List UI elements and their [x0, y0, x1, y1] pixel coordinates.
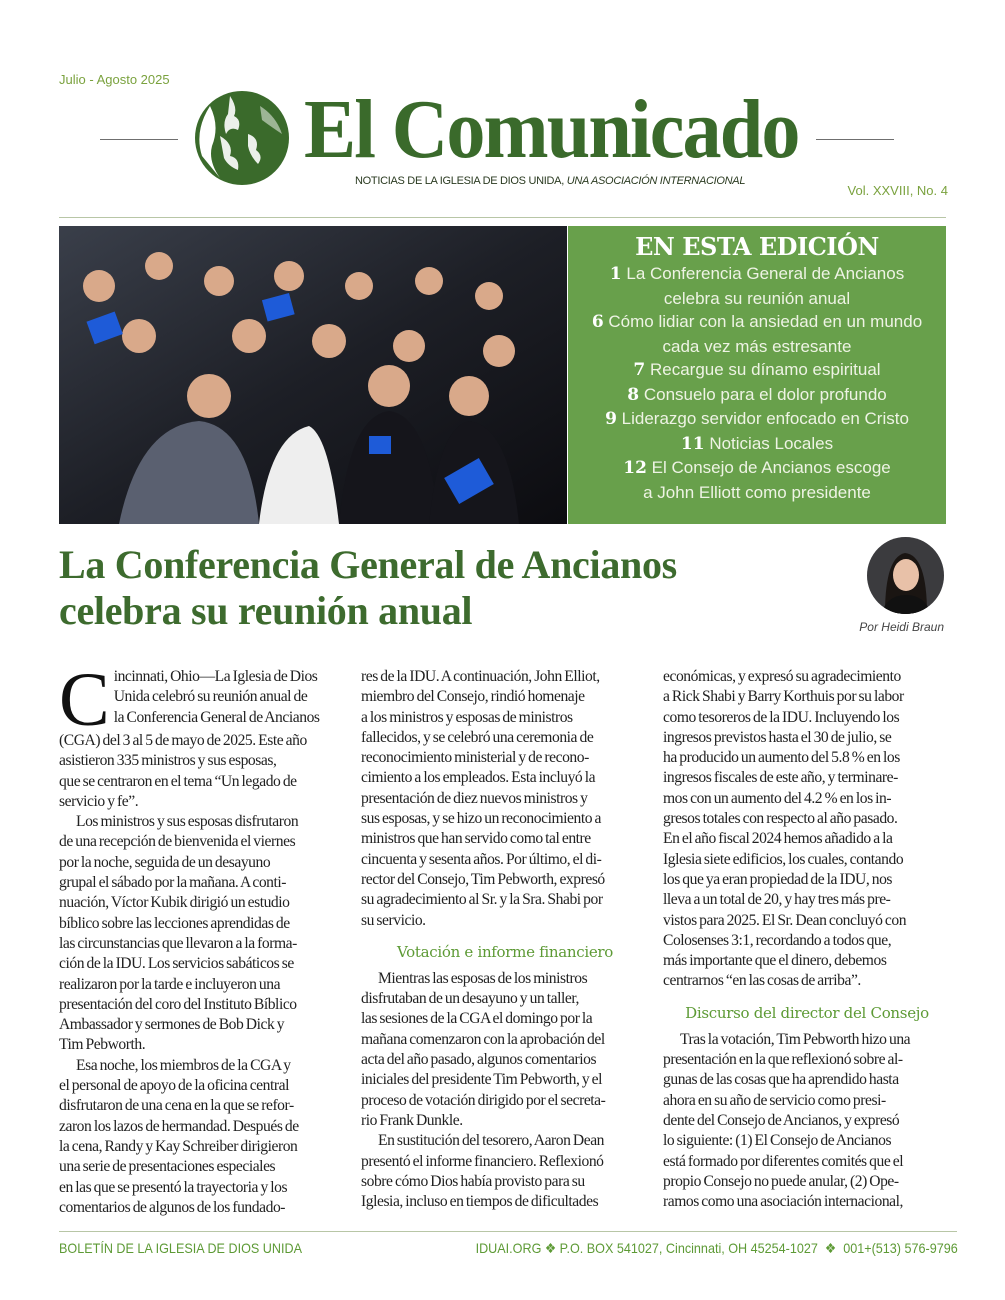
toc-item[interactable] — [568, 383, 946, 408]
toc-page: 9 — [605, 409, 617, 429]
toc-item[interactable] — [568, 262, 946, 310]
choir-photo — [59, 226, 567, 524]
toc-item[interactable] — [568, 358, 946, 383]
toc-page: 11 — [680, 433, 705, 454]
toc-item[interactable] — [568, 432, 946, 457]
paragraph: económicas, y expresó su agradecimiento a Rick Shabi y Barry Korthuis por su labor como tesoreros de la IDU. Incluyendo los ingresos previstos hasta el 30 de julio, se ha producido un aumento del 5.8 % en los ingresos fiscales de este año, y terminare- mos con un aumento del 4.2 % en los in- gresos totales con respecto al año pasado. En el año fiscal 2024 hemos añadido a la Iglesia siete edificios, los cuales, contando los que ya eran propiedad de la IDU, nos lleva a un total de 20, y hay tres más pre- vistos para 2025. El Sr. Dean concluyó con Colosenses 3:1, recordando a todos que, más importante que el dinero, debemos centrarnos “en las cosas de arriba”. — [663, 668, 907, 990]
header-divider — [59, 217, 946, 218]
subheading: Votación e informe financiero — [396, 942, 614, 961]
paragraph: Los ministros y sus esposas disfrutaron de una recepción de bienvenida el viernes por la noche, seguida de un desayuno grupal el sábado por la mañana. A conti- nuación, Víctor Kubik dirigió un estudio bíblico sobre las lecciones aprendidas de las circunstancias que llevaron a la forma- ción de la IDU. Los servicios sabáticos se realizaron por la tarde e incluyeron una presentación del coro del Instituto Bíblico Ambassador y sermones de Bob Dick y Tim Pebworth. — [59, 813, 299, 1054]
toc-item[interactable] — [568, 407, 946, 432]
subheading: Discurso del director del Consejo — [685, 1003, 929, 1022]
toc-title: El Consejo de Ancianos escoge a John Elliott como presidente — [643, 458, 891, 502]
footer-publication: BOLETÍN DE LA IGLESIA DE DIOS UNIDA — [59, 1240, 302, 1256]
toc-title: Noticias Locales — [709, 433, 834, 453]
globe-icon — [190, 86, 292, 192]
paragraph: En sustitución del tesorero, Aaron Dean presentó el informe financiero. Reflexionó sobre cómo Dios había provisto para su Iglesia, incluso en tiempos de dificultades — [361, 1132, 605, 1211]
article-column-3 — [663, 667, 951, 1212]
toc-page: 12 — [623, 458, 647, 478]
paragraph: (CGA) del 3 al 5 de mayo de 2025. Este año asistieron 335 ministros y sus esposas, que se centraron en el tema “Un legado de servicio y fe”. — [59, 732, 307, 810]
toc-title: Recargue su dínamo espiritual — [650, 360, 881, 379]
toc-title: Liderazgo servidor enfocado en Cristo — [621, 409, 909, 428]
article-byline: Por Heidi Braun — [859, 620, 944, 634]
tagline-italic: UNA ASOCIACIÓN INTERNACIONAL — [566, 175, 746, 187]
toc-item[interactable] — [568, 310, 946, 358]
article-column-1 — [59, 658, 347, 1218]
toc-title: Consuelo para el dolor profundo — [643, 384, 887, 404]
author-avatar — [867, 537, 944, 614]
masthead-rule-left — [100, 139, 178, 140]
toc-page: 7 — [633, 360, 646, 380]
paragraph: Esa noche, los miembros de la CGA y el personal de apoyo de la oficina central disfrutaron de una cena en la que se refor- zaron los lazos de hermandad. Después de la cena, Randy y Kay Schreiber dirigieron una serie de presentaciones especiales en las que se presentó la trayectoria y los comentarios de algunos de los fundado- — [59, 1056, 299, 1216]
toc-title: Cómo lidiar con la ansiedad en un mundo cada vez más estresante — [608, 312, 923, 356]
article-headline: La Conferencia General de Ancianos celebra su reunión anual — [59, 542, 677, 633]
toc-heading: EN ESTA EDICIÓN — [635, 232, 879, 261]
toc-page: 1 — [609, 264, 622, 284]
toc-title: La Conferencia General de Ancianos celebra su reunión anual — [626, 264, 905, 308]
paragraph: incinnati, Ohio—La Iglesia de Dios Unida celebró su reunión anual de la Conferencia General de Ancianos — [113, 668, 320, 726]
footer-contact: IDUAI.ORG ❖ P.O. BOX 541027, Cincinnati, OH 45254-1027 ❖ 001+(513) 576-9796 — [475, 1240, 958, 1256]
masthead-tagline — [355, 175, 745, 187]
toc-item[interactable] — [568, 456, 946, 504]
drop-cap: C — [59, 658, 110, 742]
paragraph: Mientras las esposas de los ministros disfrutaban de un desayuno y un taller, las sesiones de la CGA el domingo por la mañana comenzaron con la aprobación del acta del año pasado, algunos comentarios iniciales del presidente Tim Pebworth, y el proceso de votación dirigido por el secreta- rio Frank Dunkle. — [361, 969, 606, 1129]
issue-date: Julio - Agosto 2025 — [59, 72, 170, 87]
toc-page: 6 — [591, 312, 604, 332]
masthead-title: El Comunicado — [304, 83, 799, 176]
tagline-plain: NOTICIAS DE LA IGLESIA DE DIOS UNIDA, — [355, 175, 567, 187]
footer-divider — [59, 1231, 957, 1232]
article-column-2 — [361, 667, 649, 1212]
table-of-contents — [568, 226, 946, 524]
masthead-rule-right — [816, 139, 894, 140]
volume-number: Vol. XXVIII, No. 4 — [847, 183, 948, 198]
toc-page: 8 — [627, 384, 640, 405]
paragraph: res de la IDU. A continuación, John Elliot, miembro del Consejo, rindió homenaje a los ministros y esposas de ministros fallecidos, y se celebró una ceremonia de reconocimiento ministerial y de recono- cimiento a los empleados. Esta incluyó la presentación de diez nuevos ministros y sus esposas, y se hizo un reconocimiento a ministros que han servido como tal entre cincuenta y sesenta años. Por último, el di- rector del Consejo, Tim Pebworth, expresó su agradecimiento al Sr. y la Sra. Shabi por su servicio. — [361, 668, 605, 929]
paragraph: Tras la votación, Tim Pebworth hizo una presentación en la que reflexionó sobre al- gunas de las cosas que ha aprendido hasta ahora en su año de servicio como presi- dente del Consejo de Ancianos, y expresó lo siguiente: (1) El Consejo de Ancianos está formado por diferentes comités que el propio Consejo no puede anular, (2) Ope- ramos como una asociación internacional, — [663, 1030, 911, 1211]
